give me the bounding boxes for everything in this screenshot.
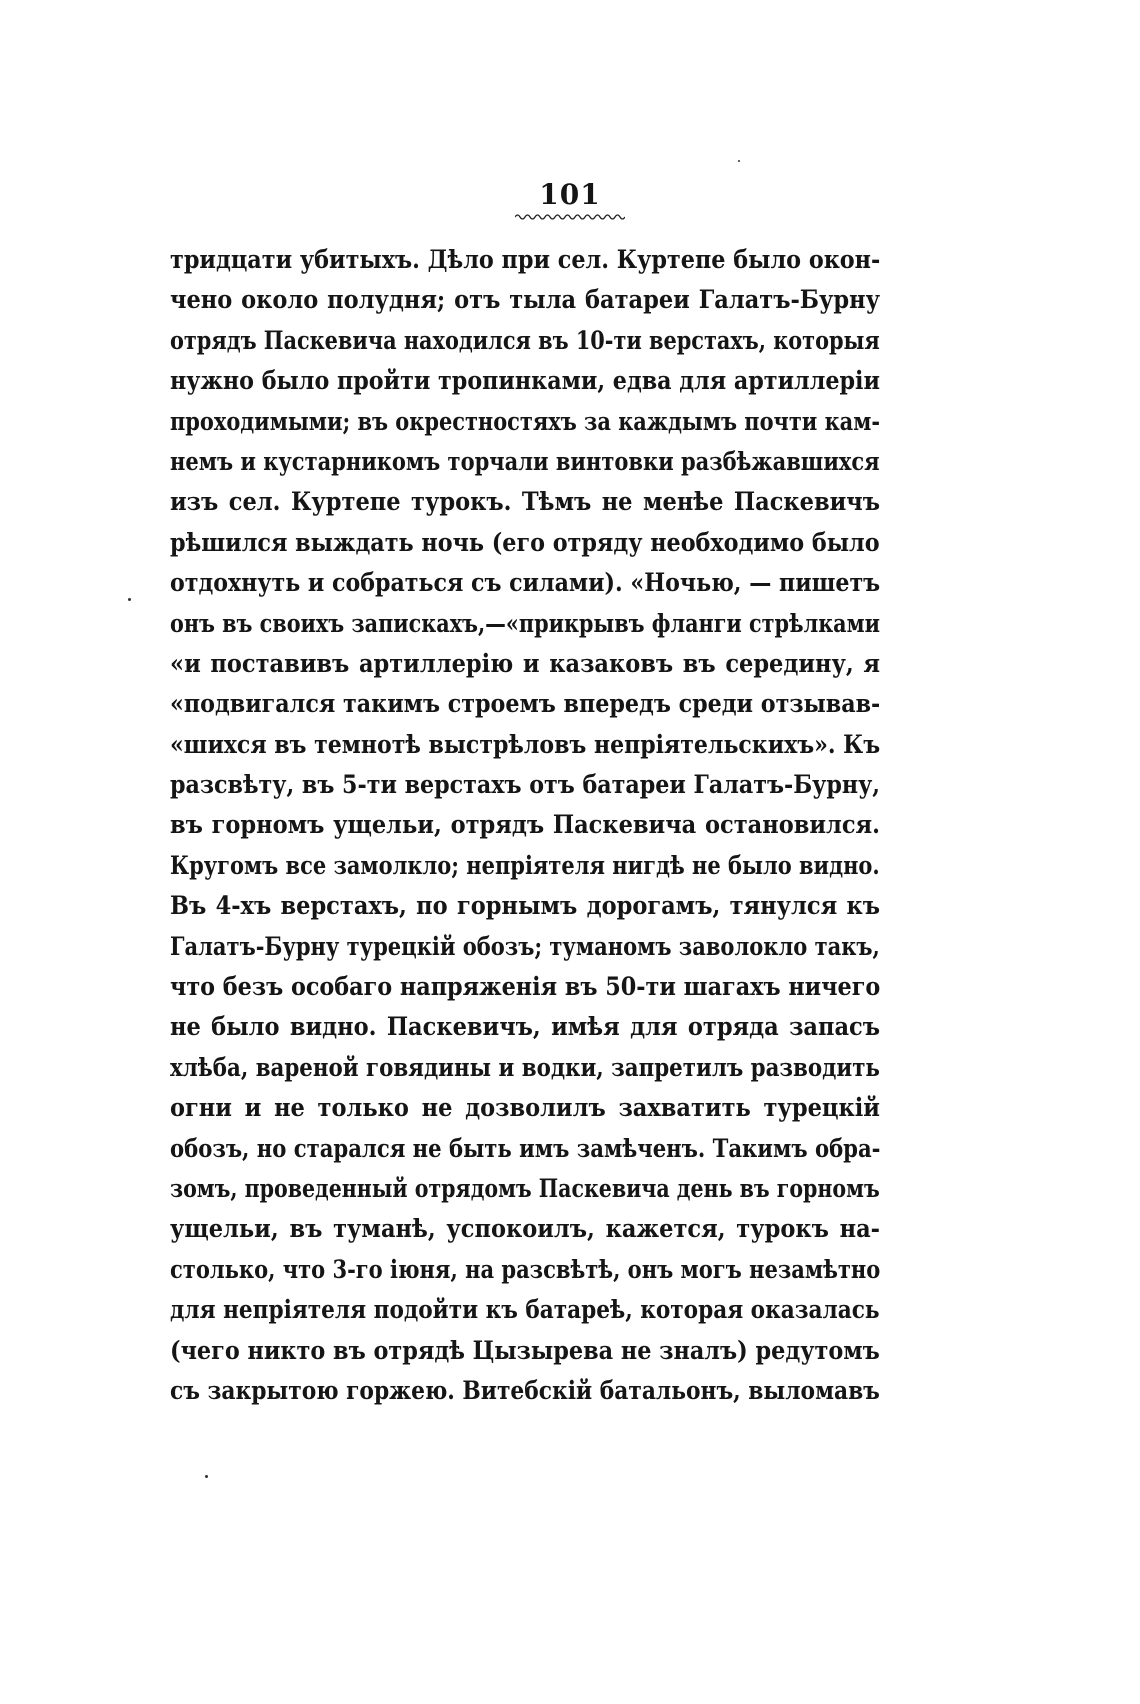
text-line: въ горномъ ущельи, отрядъ Паскевича остановился. (170, 810, 880, 840)
text-line: столько, что 3-го іюня, на разсвѣтѣ, онъ могъ незамѣтно (170, 1254, 881, 1284)
scan-speck (205, 1475, 208, 1478)
text-line: немъ и кустарникомъ торчали винтовки разбѣжавшихся (170, 446, 880, 476)
text-line: съ закрытою горжею. Витебскій батальонъ, выломавъ (170, 1375, 880, 1405)
wavy-rule-ornament (515, 212, 625, 222)
text-line: нужно было пройти тропинками, едва для артиллеріи (170, 366, 880, 396)
text-line: ущельи, въ туманѣ, успокоилъ, кажется, турокъ на- (170, 1214, 880, 1244)
text-line: для непріятеля подойти къ батареѣ, которая оказалась (170, 1295, 880, 1325)
text-line: отрядъ Паскевича находился въ 10-ти верстахъ, которыя (170, 325, 880, 355)
text-line: рѣшился выждать ночь (его отряду необходимо было (170, 527, 880, 557)
scan-speck (128, 598, 131, 601)
text-line: Галатъ-Бурну турецкій обозъ; туманомъ заволокло такъ, (170, 931, 880, 961)
text-line: изъ сел. Куртепе турокъ. Тѣмъ не менѣе Паскевичъ (170, 487, 880, 517)
text-line: отдохнуть и собраться съ силами). «Ночью, — пишетъ (170, 568, 881, 598)
text-line: «шихся въ темнотѣ выстрѣловъ непріятельскихъ». Къ (170, 729, 881, 759)
text-line: Въ 4-хъ верстахъ, по горнымъ дорогамъ, тянулся къ (170, 891, 880, 921)
page-number: 101 (539, 178, 601, 211)
text-line: (чего никто въ отрядѣ Цызырева не зналъ) редутомъ (170, 1335, 880, 1365)
text-line: чено около полудня; отъ тыла батареи Галатъ-Бурну (170, 285, 880, 315)
body-text (170, 240, 880, 1411)
text-line: «и поставивъ артиллерію и казаковъ въ середину, я (170, 648, 880, 678)
text-line: тридцати убитыхъ. Дѣло при сел. Куртепе было окон- (170, 245, 881, 274)
text-line: хлѣба, вареной говядины и водки, запретилъ разводить (170, 1052, 880, 1082)
text-line: что безъ особаго напряженія въ 50-ти шагахъ ничего (170, 972, 881, 1002)
text-line: «подвигался такимъ строемъ впередъ среди отзывав- (170, 689, 881, 719)
scan-speck (738, 160, 740, 162)
text-line: не было видно. Паскевичъ, имѣя для отряда запасъ (170, 1012, 880, 1042)
text-line: проходимыми; въ окрестностяхъ за каждымъ почти кам- (170, 406, 881, 436)
text-line: обозъ, но старался не быть имъ замѣченъ. Такимъ обра- (170, 1133, 881, 1163)
text-line: зомъ, проведенный отрядомъ Паскевича день въ горномъ (170, 1173, 880, 1203)
text-line: онъ въ своихъ запискахъ,—«прикрывъ фланги стрѣлками (170, 608, 881, 638)
text-line: разсвѣту, въ 5-ти верстахъ отъ батареи Галатъ-Бурну, (170, 770, 880, 800)
text-line: огни и не только не дозволилъ захватить турецкій (170, 1093, 880, 1123)
text-line: Кругомъ все замолкло; непріятеля нигдѣ не было видно. (170, 850, 880, 880)
